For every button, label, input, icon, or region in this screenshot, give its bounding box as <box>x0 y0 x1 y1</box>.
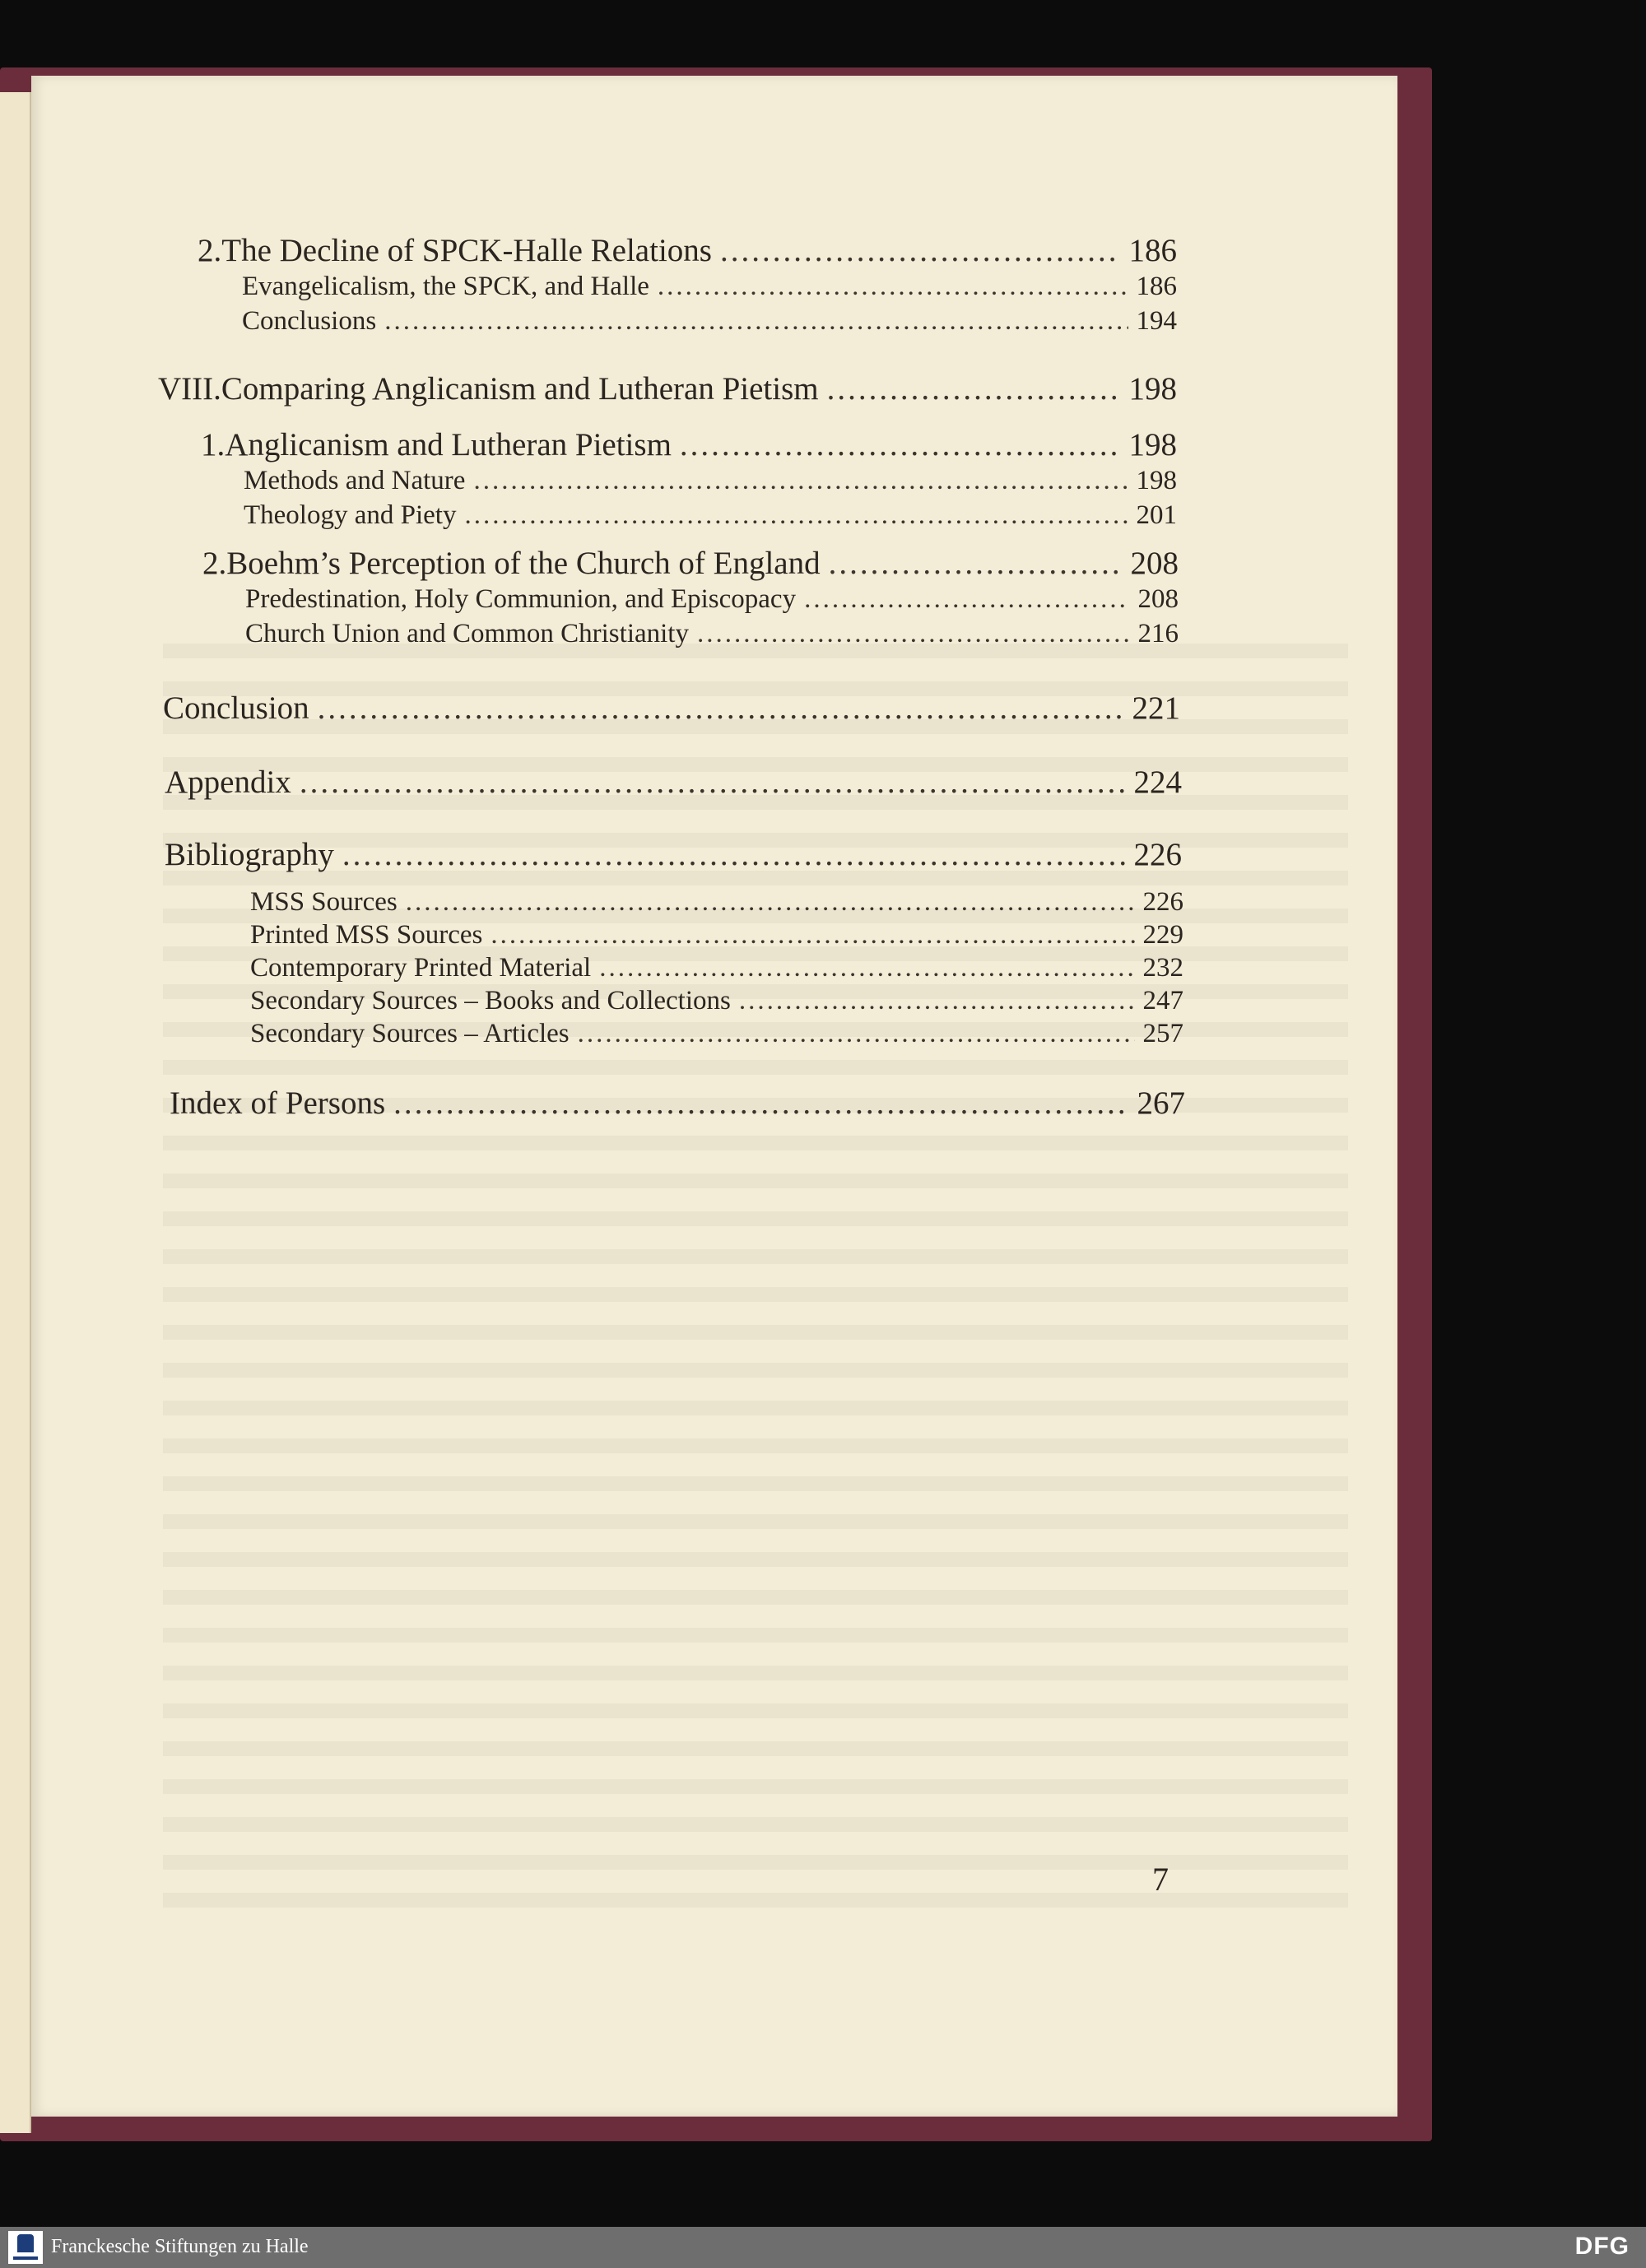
toc-entry <box>165 764 1182 801</box>
dot-leader <box>473 466 1128 496</box>
toc-entry-title: Methods and Nature <box>244 466 466 495</box>
toc-entry-title: Contemporary Printed Material <box>250 953 592 983</box>
toc-entry <box>198 232 1177 269</box>
toc-entry-title: Conclusions <box>242 306 377 336</box>
dot-leader <box>464 500 1128 531</box>
dot-leader <box>720 232 1121 269</box>
dfg-logo: DFG <box>1574 2233 1630 2260</box>
toc-entry-page: 208 <box>1130 546 1179 581</box>
toc-entry <box>158 370 1177 407</box>
toc-entry <box>245 619 1179 649</box>
footer-bar <box>0 2227 1646 2268</box>
toc-entry-page: 247 <box>1142 986 1183 1015</box>
toc-entry-page: 194 <box>1136 306 1177 336</box>
institution-name: Franckesche Stiftungen zu Halle <box>51 2236 309 2257</box>
dot-leader <box>300 764 1126 801</box>
dot-leader <box>680 426 1121 463</box>
toc-entry <box>245 584 1179 615</box>
dot-leader <box>318 690 1124 727</box>
toc-entry-title: Bibliography <box>165 837 334 872</box>
toc-entry <box>202 545 1179 582</box>
toc-entry-page: 224 <box>1133 765 1182 800</box>
toc-entry-title: MSS Sources <box>250 887 398 917</box>
toc-entry <box>163 690 1180 727</box>
dot-leader <box>342 836 1126 873</box>
toc-entry-number: 2. <box>202 546 227 581</box>
toc-entry-number: 2. <box>198 233 222 268</box>
toc-entry <box>201 426 1177 463</box>
toc-entry-page: 186 <box>1136 272 1177 301</box>
dot-leader <box>829 545 1123 582</box>
franckesche-stiftungen-logo-icon <box>8 2231 43 2264</box>
logo-line <box>13 2256 38 2260</box>
dot-leader <box>384 306 1128 337</box>
toc-entry-title: Predestination, Holy Communion, and Episcopacy <box>245 584 797 614</box>
logo-mark <box>17 2234 34 2252</box>
dot-leader <box>827 370 1121 407</box>
dot-leader <box>804 584 1129 615</box>
toc-entry <box>250 887 1183 918</box>
toc-entry-title: Appendix <box>165 765 291 800</box>
dot-leader <box>406 887 1135 918</box>
toc-entry-title: Comparing Anglicanism and Lutheran Pietism <box>221 371 819 407</box>
toc-entry-page: 208 <box>1137 584 1179 614</box>
toc-entry-title: The Decline of SPCK-Halle Relations <box>221 233 712 268</box>
toc-entry <box>250 1019 1183 1049</box>
toc-entry-title: Boehm’s Perception of the Church of England <box>226 546 821 581</box>
toc-entry-number: VIII. <box>158 371 221 407</box>
dot-leader <box>599 953 1134 983</box>
toc-entry-title: Evangelicalism, the SPCK, and Halle <box>242 272 649 301</box>
toc-entry-title: Index of Persons <box>170 1085 386 1121</box>
toc-entry-page: 267 <box>1137 1085 1185 1121</box>
toc-entry-title: Printed MSS Sources <box>250 920 483 950</box>
toc-entry-page: 198 <box>1128 427 1177 462</box>
toc-entry <box>244 466 1177 496</box>
toc-entry <box>242 272 1177 302</box>
left-page-edge <box>0 92 31 2133</box>
toc-entry-page: 226 <box>1133 837 1182 872</box>
dot-leader <box>578 1019 1135 1049</box>
toc-entry-page: 257 <box>1142 1019 1183 1048</box>
toc-entry <box>244 500 1177 531</box>
toc-entry-page: 186 <box>1128 233 1177 268</box>
toc-entry-page: 226 <box>1142 887 1183 917</box>
toc-entry-title: Conclusion <box>163 690 309 726</box>
dot-leader <box>491 920 1134 950</box>
toc-entry <box>250 953 1183 983</box>
toc-entry-page: 216 <box>1137 619 1179 648</box>
toc-entry-number: 1. <box>201 427 226 462</box>
dot-leader <box>658 272 1128 302</box>
toc-entry-page: 229 <box>1142 920 1183 950</box>
page-number: 7 <box>1152 1861 1169 1898</box>
toc-entry <box>170 1085 1185 1122</box>
dot-leader <box>393 1085 1128 1122</box>
toc-entry-page: 198 <box>1136 466 1177 495</box>
toc-entry-page: 232 <box>1142 953 1183 983</box>
toc-entry <box>250 986 1183 1016</box>
toc-entry-page: 198 <box>1128 371 1177 407</box>
dot-leader <box>739 986 1135 1016</box>
toc-entry <box>165 836 1182 873</box>
toc-entry <box>242 306 1177 337</box>
toc-entry-title: Anglicanism and Lutheran Pietism <box>225 427 672 462</box>
toc-entry-title: Secondary Sources – Books and Collections <box>250 986 731 1015</box>
table-of-contents <box>31 76 1397 2117</box>
toc-entry-title: Church Union and Common Christianity <box>245 619 689 648</box>
toc-entry-title: Theology and Piety <box>244 500 457 530</box>
book-page <box>31 76 1397 2117</box>
toc-entry <box>250 920 1183 950</box>
dot-leader <box>697 619 1130 649</box>
toc-entry-page: 201 <box>1136 500 1177 530</box>
toc-entry-page: 221 <box>1132 690 1180 726</box>
toc-entry-title: Secondary Sources – Articles <box>250 1019 570 1048</box>
